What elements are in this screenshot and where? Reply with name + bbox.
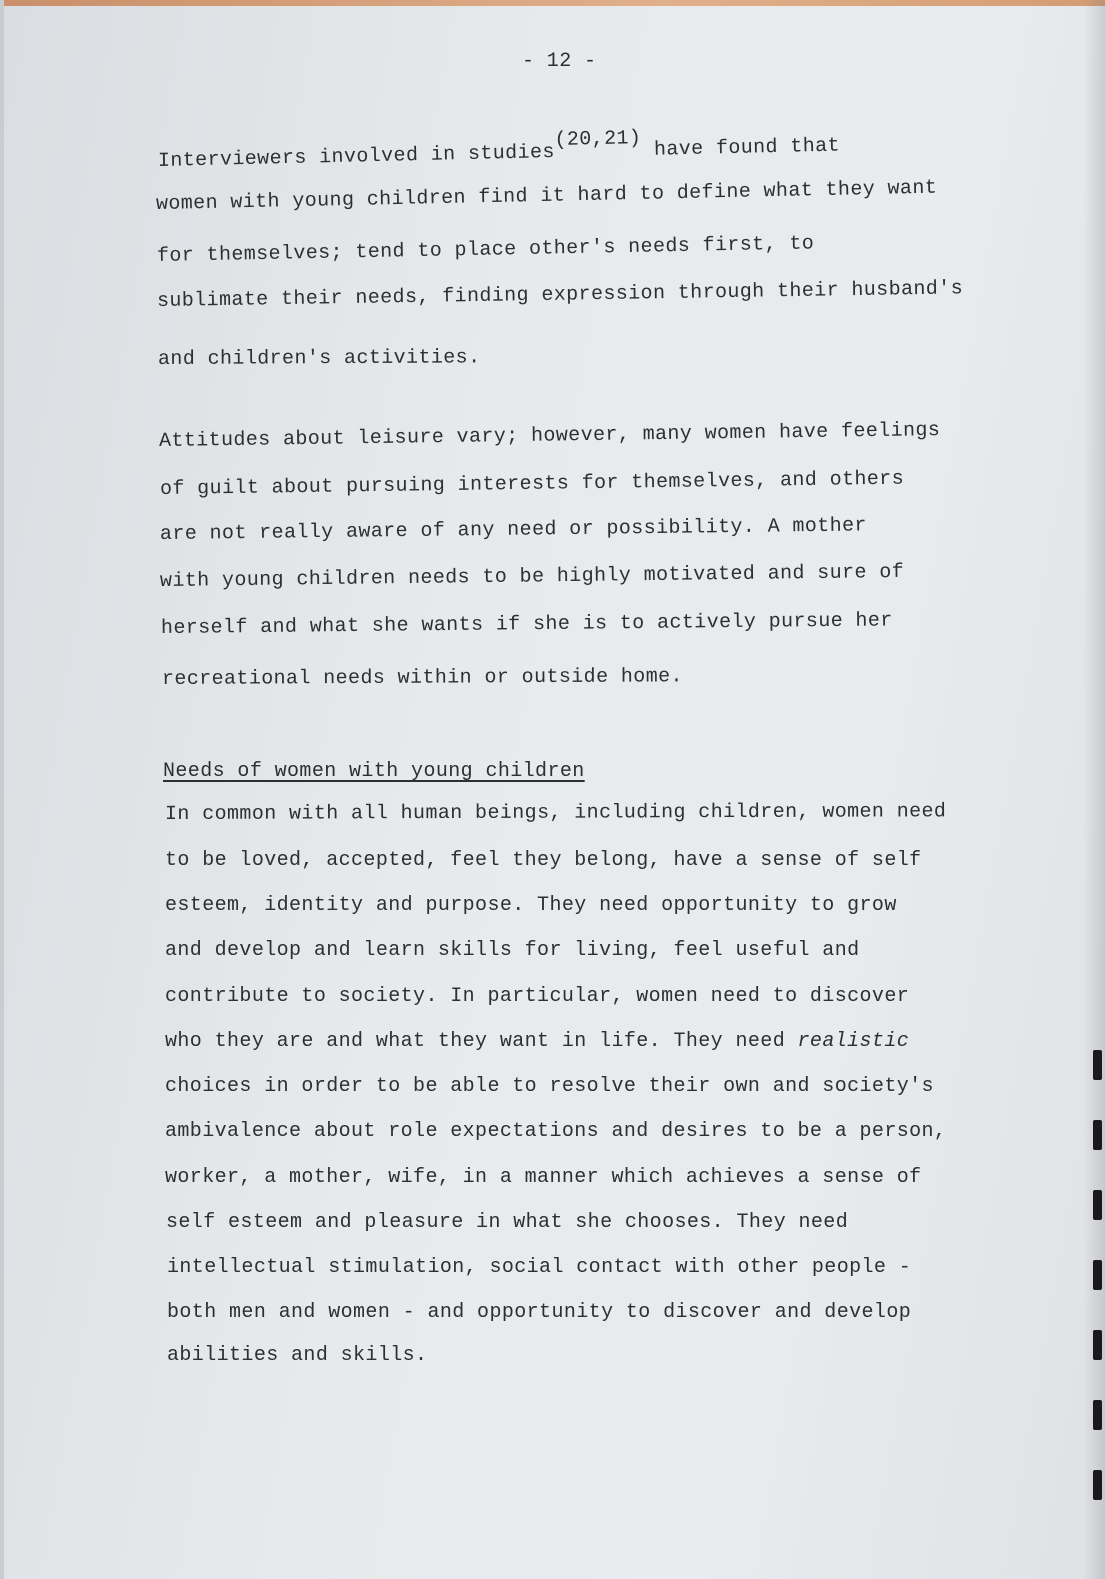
- paragraph-2-line-4: with young children needs to be highly motivated and sure of: [159, 560, 905, 593]
- italic-word: realistic: [797, 1030, 910, 1053]
- section-line-2: to be loved, accepted, feel they belong, have a sense of self: [165, 849, 922, 872]
- line-text: who they are and what they want in life. They need: [165, 1030, 786, 1053]
- paragraph-2-line-3: are not really aware of any need or possibility. A mother: [159, 514, 868, 546]
- section-line-8: ambivalence about role expectations and desires to be a person,: [165, 1120, 947, 1143]
- page-number: - 12 -: [522, 50, 597, 73]
- line-text: have found that: [653, 134, 841, 162]
- section-line-9: worker, a mother, wife, in a manner which achieves a sense of: [165, 1166, 922, 1189]
- section-line-1: In common with all human beings, including children, women need: [164, 800, 947, 826]
- paragraph-1-line-3: for themselves; tend to place other's needs first, to: [156, 232, 815, 268]
- paragraph-1-line-1: [157, 127, 841, 173]
- paragraph-2-line-1: Attitudes about leisure vary; however, many women have feelings: [158, 419, 941, 453]
- line-text: Interviewers involved in studies: [157, 140, 556, 173]
- section-line-4: and develop and learn skills for living, feel useful and: [165, 939, 860, 962]
- page-left-edge: [0, 0, 4, 1579]
- paragraph-1-line-2: women with young children find it hard to define what they want: [155, 176, 938, 216]
- citation-superscript: (20,21): [554, 127, 642, 152]
- section-line-13: abilities and skills.: [167, 1344, 428, 1367]
- paragraph-2-line-2: of guilt about pursuing interests for themselves, and others: [159, 467, 905, 501]
- section-line-3: esteem, identity and purpose. They need opportunity to grow: [165, 894, 897, 917]
- section-heading: Needs of women with young children: [163, 760, 585, 783]
- paragraph-1-line-5: and children's activities.: [157, 346, 481, 371]
- section-line-6: [165, 1030, 909, 1053]
- page-top-edge: [0, 0, 1105, 6]
- paragraph-2-line-6: recreational needs within or outside home.: [161, 665, 683, 691]
- paragraph-2-line-5: herself and what she wants if she is to actively pursue her: [160, 609, 893, 640]
- paragraph-1-line-4: sublimate their needs, finding expression through their husband's: [156, 277, 964, 313]
- section-line-11: intellectual stimulation, social contact with other people -: [167, 1256, 912, 1279]
- section-line-5: contribute to society. In particular, women need to discover: [165, 985, 910, 1008]
- section-line-7: choices in order to be able to resolve their own and society's: [165, 1075, 934, 1098]
- spiral-binding: [1093, 1050, 1103, 1550]
- section-line-10: self esteem and pleasure in what she chooses. They need: [166, 1211, 849, 1234]
- section-line-12: both men and women - and opportunity to discover and develop: [167, 1301, 912, 1324]
